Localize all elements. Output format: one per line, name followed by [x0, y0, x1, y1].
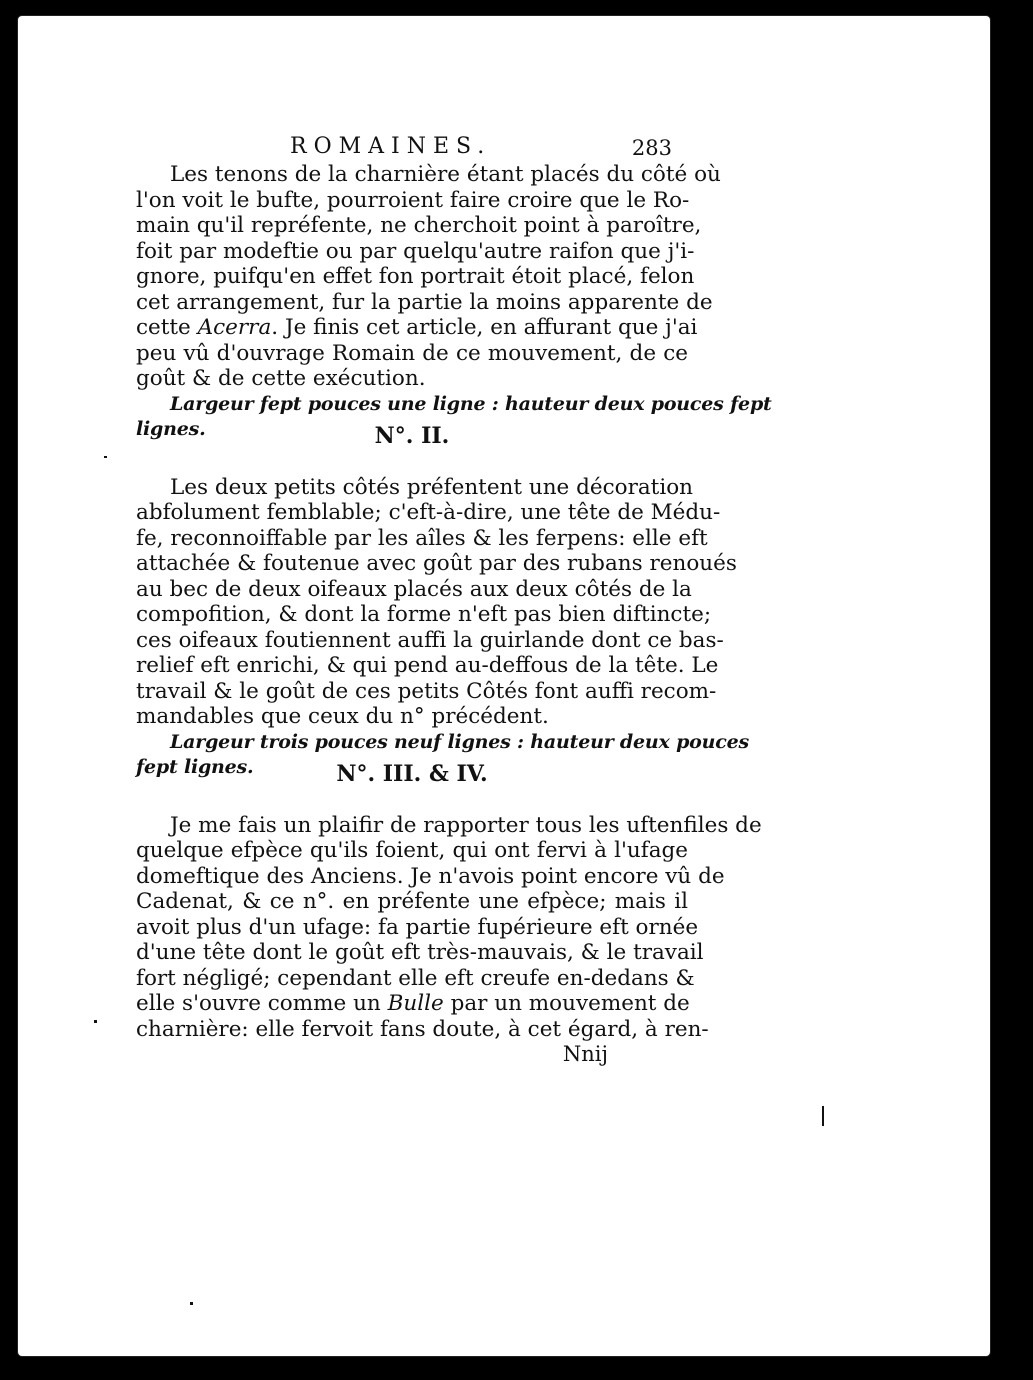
scan-speck [104, 456, 107, 458]
dimension-line: Largeur fept pouces une ligne : hauteur deux pouces fept [170, 392, 772, 415]
italic-term: Bulle [387, 991, 444, 1016]
text-line: compofition, & dont la forme n'eft pas bien diftincte; [136, 602, 712, 627]
text-line: travail & le goût de ces petits Côtés font auffi recom- [136, 678, 717, 704]
text-line: main qu'il repréfente, ne cherchoit point à paroître, [136, 213, 702, 238]
dimension-line: fept lignes. [136, 756, 254, 778]
text-line: Je me fais un plaifir de rapporter tous les uftenfiles de [170, 812, 762, 838]
text-line: Les tenons de la charnière étant placés du côté où [170, 162, 721, 187]
text-line: ces oifeaux foutiennent auffi la guirlande dont ce bas- [136, 627, 724, 653]
text-line [136, 991, 688, 1017]
text-line: Cadenat, & ce n°. en préfente une efpèce; mais il [136, 889, 688, 914]
text-line: gnore, puifqu'en effet fon portrait étoit placé, felon [136, 264, 695, 289]
paragraph-3 [136, 812, 762, 1043]
text-line: abfolument femblable; c'eft-à-dire, une tête de Médu- [136, 500, 721, 525]
book-page [18, 16, 990, 1356]
paragraph-1 [136, 162, 721, 392]
section-heading-2: N°. II. [374, 422, 450, 449]
text-fragment: . Je finis cet article, en affurant que j'ai [271, 315, 698, 340]
paragraph-2 [136, 474, 737, 730]
text-line: au bec de deux oifeaux placés aux deux côtés de la [136, 576, 692, 602]
text-fragment: elle s'ouvre comme un [136, 991, 388, 1016]
text-line: charnière: elle fervoit fans doute, à cet égard, à ren- [136, 1016, 709, 1042]
signature-mark: Nnij [562, 1042, 608, 1066]
text-line: cet arrangement, fur la partie la moins apparente de [136, 289, 713, 315]
running-title: ROMAINES. [290, 134, 492, 159]
page-number: 283 [631, 136, 672, 160]
text-line: quelque efpèce qu'ils foient, qui ont fervi à l'ufage [136, 838, 688, 863]
text-line: relief eft enrichi, & qui pend au-deffous de la tête. Le [136, 653, 719, 678]
scan-speck [190, 1302, 193, 1305]
section-heading-3: N°. III. & IV. [336, 760, 488, 787]
text-line: attachée & foutenue avec goût par des rubans renoués [136, 551, 737, 576]
dimension-line: lignes. [136, 418, 206, 440]
page-text [136, 134, 772, 1068]
text-line: fort négligé; cependant elle eft creufe en-dedans & [136, 965, 695, 991]
text-fragment: par un mouvement de [443, 991, 690, 1016]
dimension-line: Largeur trois pouces neuf lignes : hauteur deux pouces [170, 730, 749, 753]
text-line: peu vû d'ouvrage Romain de ce mouvement, de ce [136, 340, 688, 366]
text-line: mandables que ceux du n° précédent. [136, 704, 549, 729]
text-line: l'on voit le bufte, pourroient faire croire que le Ro- [136, 187, 690, 213]
italic-term: Acerra [197, 315, 272, 340]
text-fragment: cette [136, 315, 198, 340]
text-line: avoit plus d'un ufage: fa partie fupérieure eft ornée [136, 914, 699, 940]
text-line: foit par modeftie ou par quelqu'autre raifon que j'i- [136, 238, 695, 264]
text-line: d'une tête dont le goût eft très-mauvais, & le travail [136, 940, 704, 965]
scan-speck [94, 1020, 97, 1023]
page-header [136, 134, 688, 162]
text-line: domeftique des Anciens. Je n'avois point encore vû de [136, 863, 725, 889]
text-line [136, 315, 698, 341]
text-line: Les deux petits côtés préfentent une décoration [170, 474, 693, 500]
text-line: goût & de cette exécution. [136, 366, 426, 391]
text-line: fe, reconnoiffable par les aîles & les ferpens: elle eft [136, 525, 708, 551]
scan-speck [822, 1106, 824, 1126]
